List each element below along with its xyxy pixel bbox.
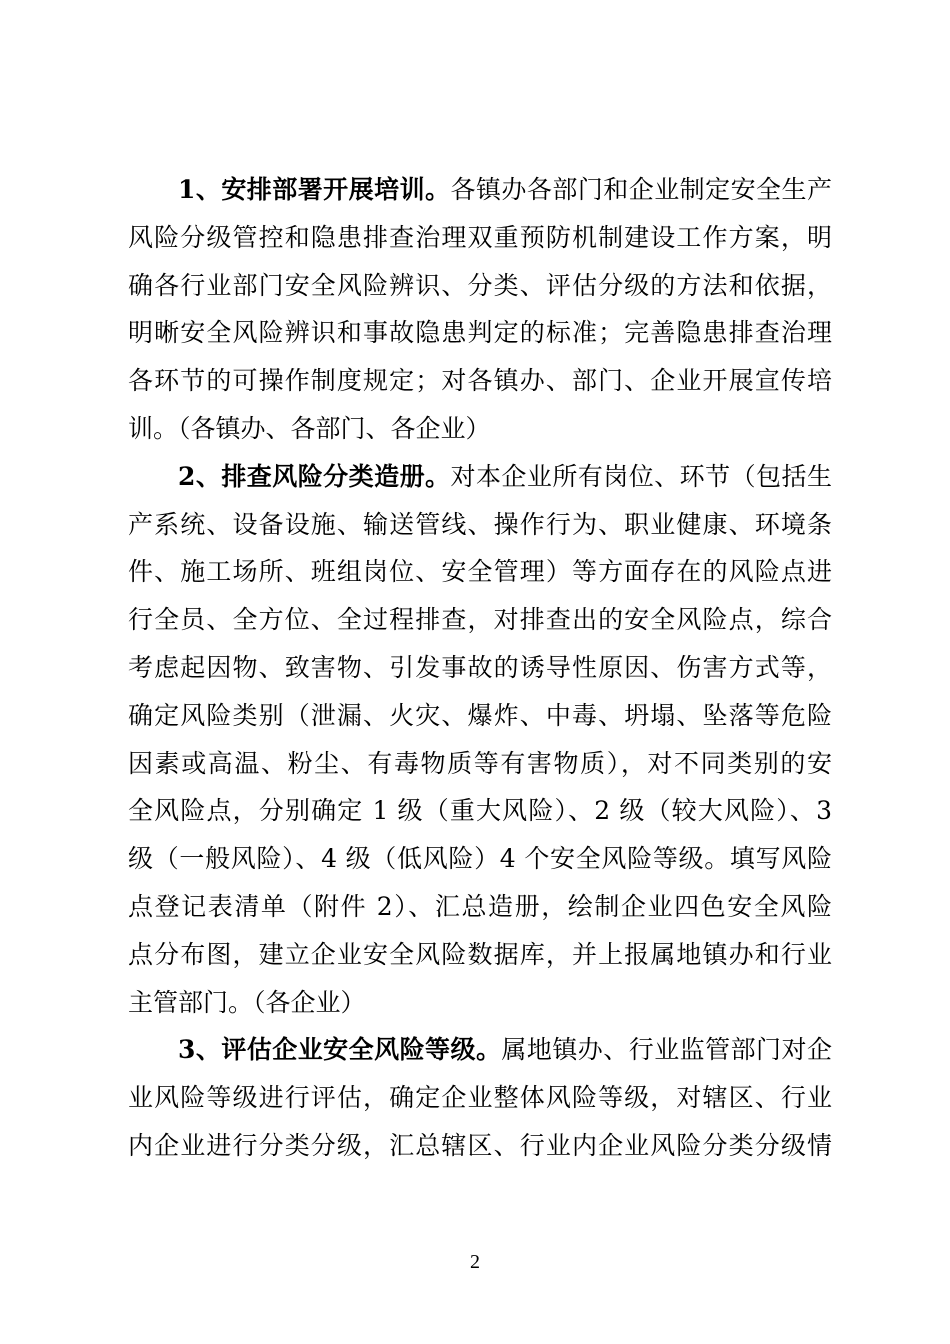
paragraph-line: 风险分级管控和隐患排查治理双重预防机制建设工作方案，明 — [128, 222, 832, 252]
paragraph-line — [128, 166, 832, 214]
paragraph-heading: 1、安排部署开展培训。 — [178, 175, 451, 204]
paragraph-line: 件、施工场所、班组岗位、安全管理）等方面存在的风险点进 — [128, 557, 832, 587]
paragraph-line: 全风险点，分别确定 1 级（重大风险）、2 级（较大风险）、3 — [128, 796, 832, 826]
paragraph-text: 各镇办各部门和企业制定安全生产 — [450, 175, 832, 204]
paragraph-line: 主管部门。（各企业） — [128, 987, 366, 1017]
paragraph-text: 对本企业所有岗位、环节（包括生 — [450, 461, 832, 491]
paragraph-1 — [128, 166, 832, 453]
paragraph-line: 点登记表清单（附件 2）、汇总造册，绘制企业四色安全风险 — [128, 891, 832, 921]
paragraph-text: 属地镇办、行业监管部门对企 — [501, 1035, 832, 1065]
paragraph-line: 各环节的可操作制度规定；对各镇办、部门、企业开展宣传培 — [128, 366, 832, 396]
paragraph-line: 考虑起因物、致害物、引发事故的诱导性原因、伤害方式等， — [128, 652, 832, 682]
paragraph-3 — [128, 1026, 832, 1169]
paragraph-line: 点分布图，建立企业安全风险数据库，并上报属地镇办和行业 — [128, 939, 832, 969]
page-number: 2 — [470, 1251, 480, 1273]
paragraph-line: 行全员、全方位、全过程排查，对排查出的安全风险点，综合 — [128, 605, 832, 635]
paragraph-heading: 3、评估企业安全风险等级。 — [178, 1035, 502, 1065]
document-body — [128, 166, 832, 1170]
paragraph-line: 确各行业部门安全风险辨识、分类、评估分级的方法和依据， — [128, 270, 832, 300]
paragraph-line: 级（一般风险）、4 级（低风险）4 个安全风险等级。填写风险 — [128, 844, 832, 874]
paragraph-heading: 2、排查风险分类造册。 — [178, 461, 451, 491]
paragraph-2 — [128, 453, 832, 1027]
paragraph-line — [128, 453, 832, 501]
paragraph-line — [128, 1026, 832, 1074]
paragraph-line: 业风险等级进行评估，确定企业整体风险等级，对辖区、行业 — [128, 1083, 832, 1113]
paragraph-line: 因素或高温、粉尘、有毒物质等有害物质），对不同类别的安 — [128, 748, 832, 778]
paragraph-line: 训。（各镇办、各部门、各企业） — [128, 413, 491, 443]
paragraph-line: 确定风险类别（泄漏、火灾、爆炸、中毒、坍塌、坠落等危险 — [128, 700, 832, 730]
paragraph-line: 产系统、设备设施、输送管线、操作行为、职业健康、环境条 — [128, 509, 832, 539]
paragraph-line: 明晰安全风险辨识和事故隐患判定的标准；完善隐患排查治理 — [128, 318, 832, 348]
paragraph-line: 内企业进行分类分级，汇总辖区、行业内企业风险分类分级情 — [128, 1130, 832, 1160]
